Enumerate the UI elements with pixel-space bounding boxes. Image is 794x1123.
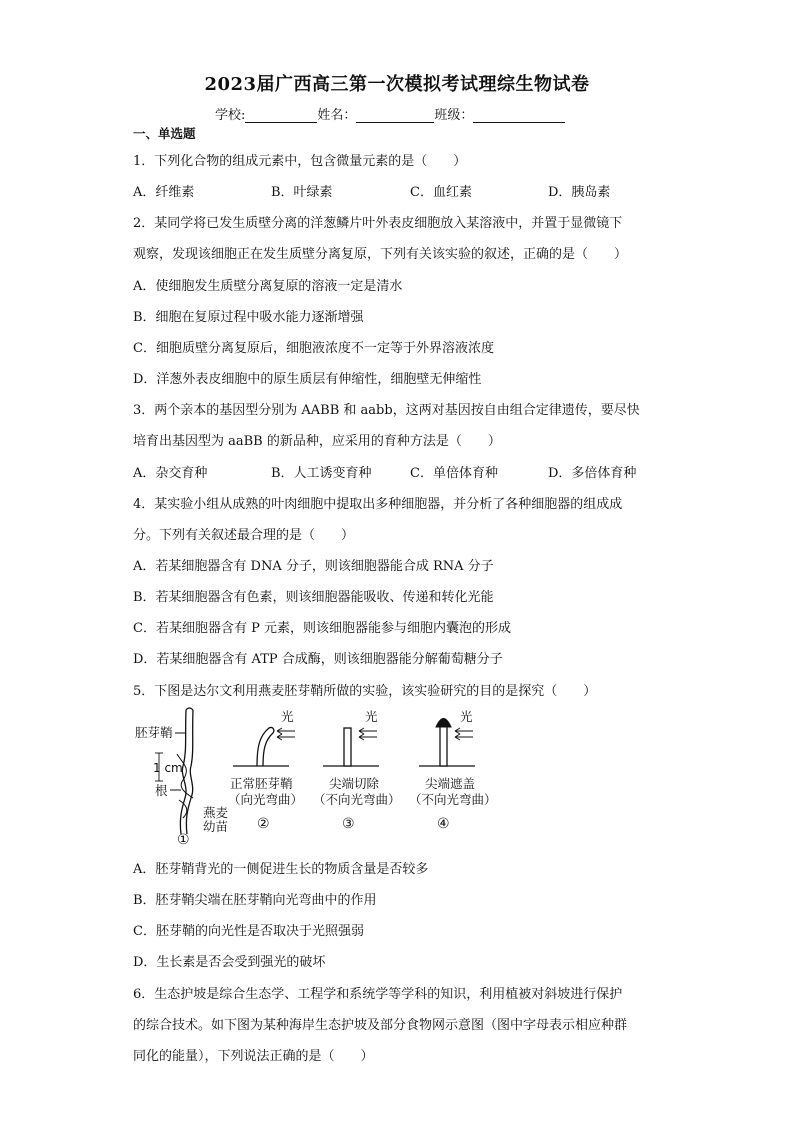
panel-4-caption-2: （不向光弯曲）: [409, 792, 497, 807]
q6-stem-line-3: 同化的能量），下列说法正确的是（ ）: [133, 1049, 374, 1064]
q3-option-d[interactable]: D．多倍体育种: [548, 466, 637, 481]
panel-2-caption-2: （向光弯曲）: [228, 792, 304, 807]
school-label: 学校:: [215, 108, 246, 123]
panel-2-number: ②: [257, 816, 270, 832]
panel-2-normal-coleoptile: [228, 709, 303, 832]
q4-option-b[interactable]: B．若某细胞器含有色素，则该细胞器能吸收、传递和转化光能: [133, 590, 494, 605]
q5-option-a[interactable]: A．胚芽鞘背光的一侧促进生长的物质含量是否较多: [133, 862, 429, 877]
q1-option-c[interactable]: C．血红素: [410, 185, 472, 200]
q3-stem-line-2: 培育出基因型为 aaBB 的新品种，应采用的育种方法是（ ）: [133, 434, 501, 449]
q1-option-a[interactable]: A．纤维素: [133, 185, 195, 200]
seedling-stem-right: [186, 710, 193, 834]
q1-option-b[interactable]: B．叶绿素: [271, 185, 333, 200]
q2-option-c[interactable]: C．细胞质壁分离复原后，细胞液浓度不一定等于外界溶液浓度: [133, 341, 494, 356]
panel-1-oat-seedling: [135, 708, 229, 846]
q2-option-a[interactable]: A．使细胞发生质壁分离复原的溶液一定是清水: [133, 279, 403, 294]
bent-coleoptile: [257, 727, 274, 766]
q6-stem-line-1: 6．生态护坡是综合生态学、工程学和系统学等学科的知识，利用植被对斜坡进行保护: [133, 987, 623, 1002]
q5-option-b[interactable]: B．胚芽鞘尖端在胚芽鞘向光弯曲中的作用: [133, 893, 377, 908]
label-seedling-line-2: 幼苗: [203, 819, 229, 834]
q3-stem-line-1: 3．两个亲本的基因型分别为 AABB 和 aabb，这两对基因按自由组合定律遗传，要尽快: [133, 403, 640, 418]
q4-stem-line-2: 分。下列有关叙述最合理的是（ ）: [133, 528, 355, 543]
coleoptile-experiment-figure: [133, 706, 513, 846]
label-seedling-line-1: 燕麦: [203, 805, 229, 820]
q5-option-d[interactable]: D．生长素是否会受到强光的破坏: [133, 955, 326, 970]
q2-stem-line-1: 2．某同学将已发生质壁分离的洋葱鳞片叶外表皮细胞放入某溶液中，并置于显微镜下: [133, 216, 623, 231]
q4-option-c[interactable]: C．若某细胞器含有 P 元素，则该细胞器能参与细胞内囊泡的形成: [133, 621, 511, 636]
school-blank[interactable]: [245, 108, 317, 123]
name-blank[interactable]: [356, 108, 434, 123]
q5-option-c[interactable]: C．胚芽鞘的向光性是否取决于光照强弱: [133, 924, 364, 939]
panel-3-caption-2: （不向光弯曲）: [313, 792, 401, 807]
panel-3-tip-removed: [313, 709, 401, 832]
section-title: 一、单选题: [133, 126, 196, 141]
q4-option-a[interactable]: A．若某细胞器含有 DNA 分子，则该细胞器能合成 RNA 分子: [133, 559, 494, 574]
cut-coleoptile: [344, 728, 351, 766]
panel-4-light-label: 光: [460, 709, 473, 724]
panel-1-number: ①: [177, 832, 190, 846]
class-label: 班级：: [434, 108, 474, 123]
q4-option-d[interactable]: D．若某细胞器含有 ATP 合成酶，则该细胞器能分解葡萄糖分子: [133, 652, 503, 667]
q6-stem-line-2: 的综合技术。如下图为某种海岸生态护坡及部分食物网示意图（图中字母表示相应种群: [133, 1018, 628, 1033]
q2-option-d[interactable]: D．洋葱外表皮细胞中的原生质层有伸缩性，细胞壁无伸缩性: [133, 372, 482, 387]
q3-option-b[interactable]: B．人工诱变育种: [271, 466, 372, 481]
panel-4-tip-covered: [409, 709, 497, 832]
panel-4-number: ④: [437, 816, 450, 832]
q3-option-a[interactable]: A．杂交育种: [133, 466, 208, 481]
q2-option-b[interactable]: B．细胞在复原过程中吸水能力逐渐增强: [133, 310, 364, 325]
q2-stem-line-2: 观察，发现该细胞正在发生质壁分离复原，下列有关该实验的叙述，正确的是（ ）: [133, 247, 628, 262]
opaque-cap: [436, 719, 451, 728]
panel-3-light-label: 光: [365, 709, 378, 724]
student-info-line: [215, 104, 565, 123]
panel-2-caption-1: 正常胚芽鞘: [230, 776, 293, 791]
label-1cm: 1 cm: [153, 761, 183, 775]
panel-3-number: ③: [342, 816, 355, 832]
covered-coleoptile: [440, 726, 447, 766]
panel-4-caption-1: 尖端遮盖: [425, 776, 476, 791]
q5-stem: 5．下图是达尔文利用燕麦胚芽鞘所做的实验，该实验研究的目的是探究（ ）: [133, 684, 597, 699]
q3-option-c[interactable]: C．单倍体育种: [410, 466, 498, 481]
q1-stem: 1．下列化合物的组成元素中，包含微量元素的是（ ）: [133, 154, 467, 169]
name-label: 姓名：: [317, 108, 357, 123]
label-root: 根: [155, 783, 168, 798]
label-coleoptile: 胚芽鞘: [135, 725, 173, 740]
page-title: 2023届广西高三第一次模拟考试理综生物试卷: [204, 74, 590, 95]
class-blank[interactable]: [473, 108, 565, 123]
panel-3-caption-1: 尖端切除: [329, 776, 380, 791]
q4-stem-line-1: 4．某实验小组从成熟的叶肉细胞中提取出多种细胞器，并分析了各种细胞器的组成成: [133, 497, 623, 512]
panel-2-light-label: 光: [281, 709, 294, 724]
q1-option-d[interactable]: D．胰岛素: [548, 185, 611, 200]
seedling-tip: [186, 708, 193, 710]
seedling-root-hair: [179, 800, 187, 818]
